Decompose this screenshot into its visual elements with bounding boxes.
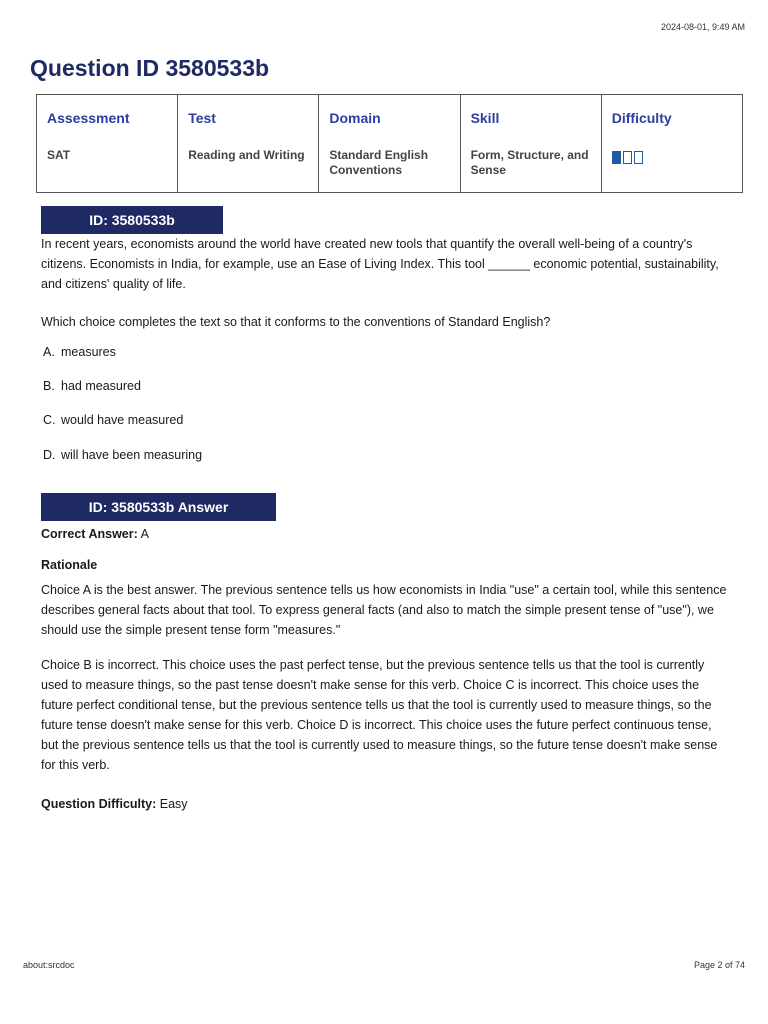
meta-value-difficulty <box>601 140 742 193</box>
choice-letter: B. <box>43 379 55 393</box>
meta-value-row <box>37 140 743 193</box>
prompt-text: Which choice completes the text so that it conforms to the conventions of Standard English? <box>41 315 551 329</box>
choice-d <box>43 448 202 462</box>
page-title: Question ID 3580533b <box>30 55 270 81</box>
meta-value-domain: Standard English Conventions <box>319 140 460 193</box>
choice-a <box>43 345 116 359</box>
difficulty-box-empty <box>623 151 632 164</box>
question-difficulty-label: Question Difficulty: <box>41 797 157 811</box>
correct-answer-label: Correct Answer: <box>41 527 138 541</box>
choice-b <box>43 379 141 393</box>
meta-header-test: Test <box>178 95 319 141</box>
difficulty-box-filled <box>612 151 621 164</box>
choice-letter: D. <box>43 448 56 462</box>
choice-c <box>43 413 183 427</box>
correct-answer-value: A <box>140 527 149 541</box>
rationale-paragraph-1 <box>41 580 731 640</box>
answer-id-banner: ID: 3580533b Answer <box>41 493 276 521</box>
question-difficulty-value: Easy <box>159 797 188 811</box>
meta-value-test: Reading and Writing <box>178 140 319 193</box>
choice-text: had measured <box>61 379 141 393</box>
rationale-text-1: Choice A is the best answer. The previous sentence tells us how economists in India "use" a certain tool, while this sentence describes general facts about that tool. To express general facts (and also to match the simple present tense of "use"), we should use the simple present tense form "measures." <box>41 583 727 637</box>
choice-letter: A. <box>43 345 55 359</box>
meta-header-row <box>37 95 743 141</box>
choice-letter: C. <box>43 413 56 427</box>
meta-value-skill: Form, Structure, and Sense <box>460 140 601 193</box>
meta-header-assessment: Assessment <box>37 95 178 141</box>
question-meta-table <box>36 94 743 193</box>
meta-header-difficulty: Difficulty <box>601 95 742 141</box>
footer-page-number: Page 2 of 74 <box>693 960 745 970</box>
difficulty-indicator <box>612 151 732 164</box>
rationale-paragraph-2 <box>41 655 731 775</box>
difficulty-box-empty <box>634 151 643 164</box>
meta-header-domain: Domain <box>319 95 460 141</box>
footer-url: about:srcdoc <box>23 960 75 970</box>
print-timestamp: 2024-08-01, 9:49 AM <box>660 22 745 32</box>
choice-text: will have been measuring <box>61 448 203 462</box>
rationale-heading: Rationale <box>41 558 98 572</box>
choice-text: would have measured <box>61 413 184 427</box>
question-id-banner: ID: 3580533b <box>41 206 223 234</box>
question-passage <box>41 234 731 294</box>
meta-header-skill: Skill <box>460 95 601 141</box>
question-difficulty-line <box>41 794 731 814</box>
question-prompt <box>41 312 731 332</box>
meta-value-assessment: SAT <box>37 140 178 193</box>
rationale-text-2: Choice B is incorrect. This choice uses the past perfect tense, but the previous sentence tells us that the tool is currently used to measure things, so the past tense doesn't make sense for this verb. Choice C is incorrect. This choice uses the future perfect conditional tense, but the previous sentence tells us that the tool is currently used to measure things, so the future tense doesn't make sense for this verb. Choice D is incorrect. This choice uses the future perfect continuous tense, but the previous sentence tells us that the tool is currently used to measure things, so the future tense doesn't make sense for this verb. <box>41 658 718 772</box>
passage-text: In recent years, economists around the world have created new tools that quantify the overall well-being of a country's citizens. Economists in India, for example, use an Ease of Living Index. This tool ______ economic potential, sustainability, and citizens' quality of life. <box>41 237 719 291</box>
correct-answer-line <box>41 524 731 544</box>
choice-text: measures <box>61 345 116 359</box>
